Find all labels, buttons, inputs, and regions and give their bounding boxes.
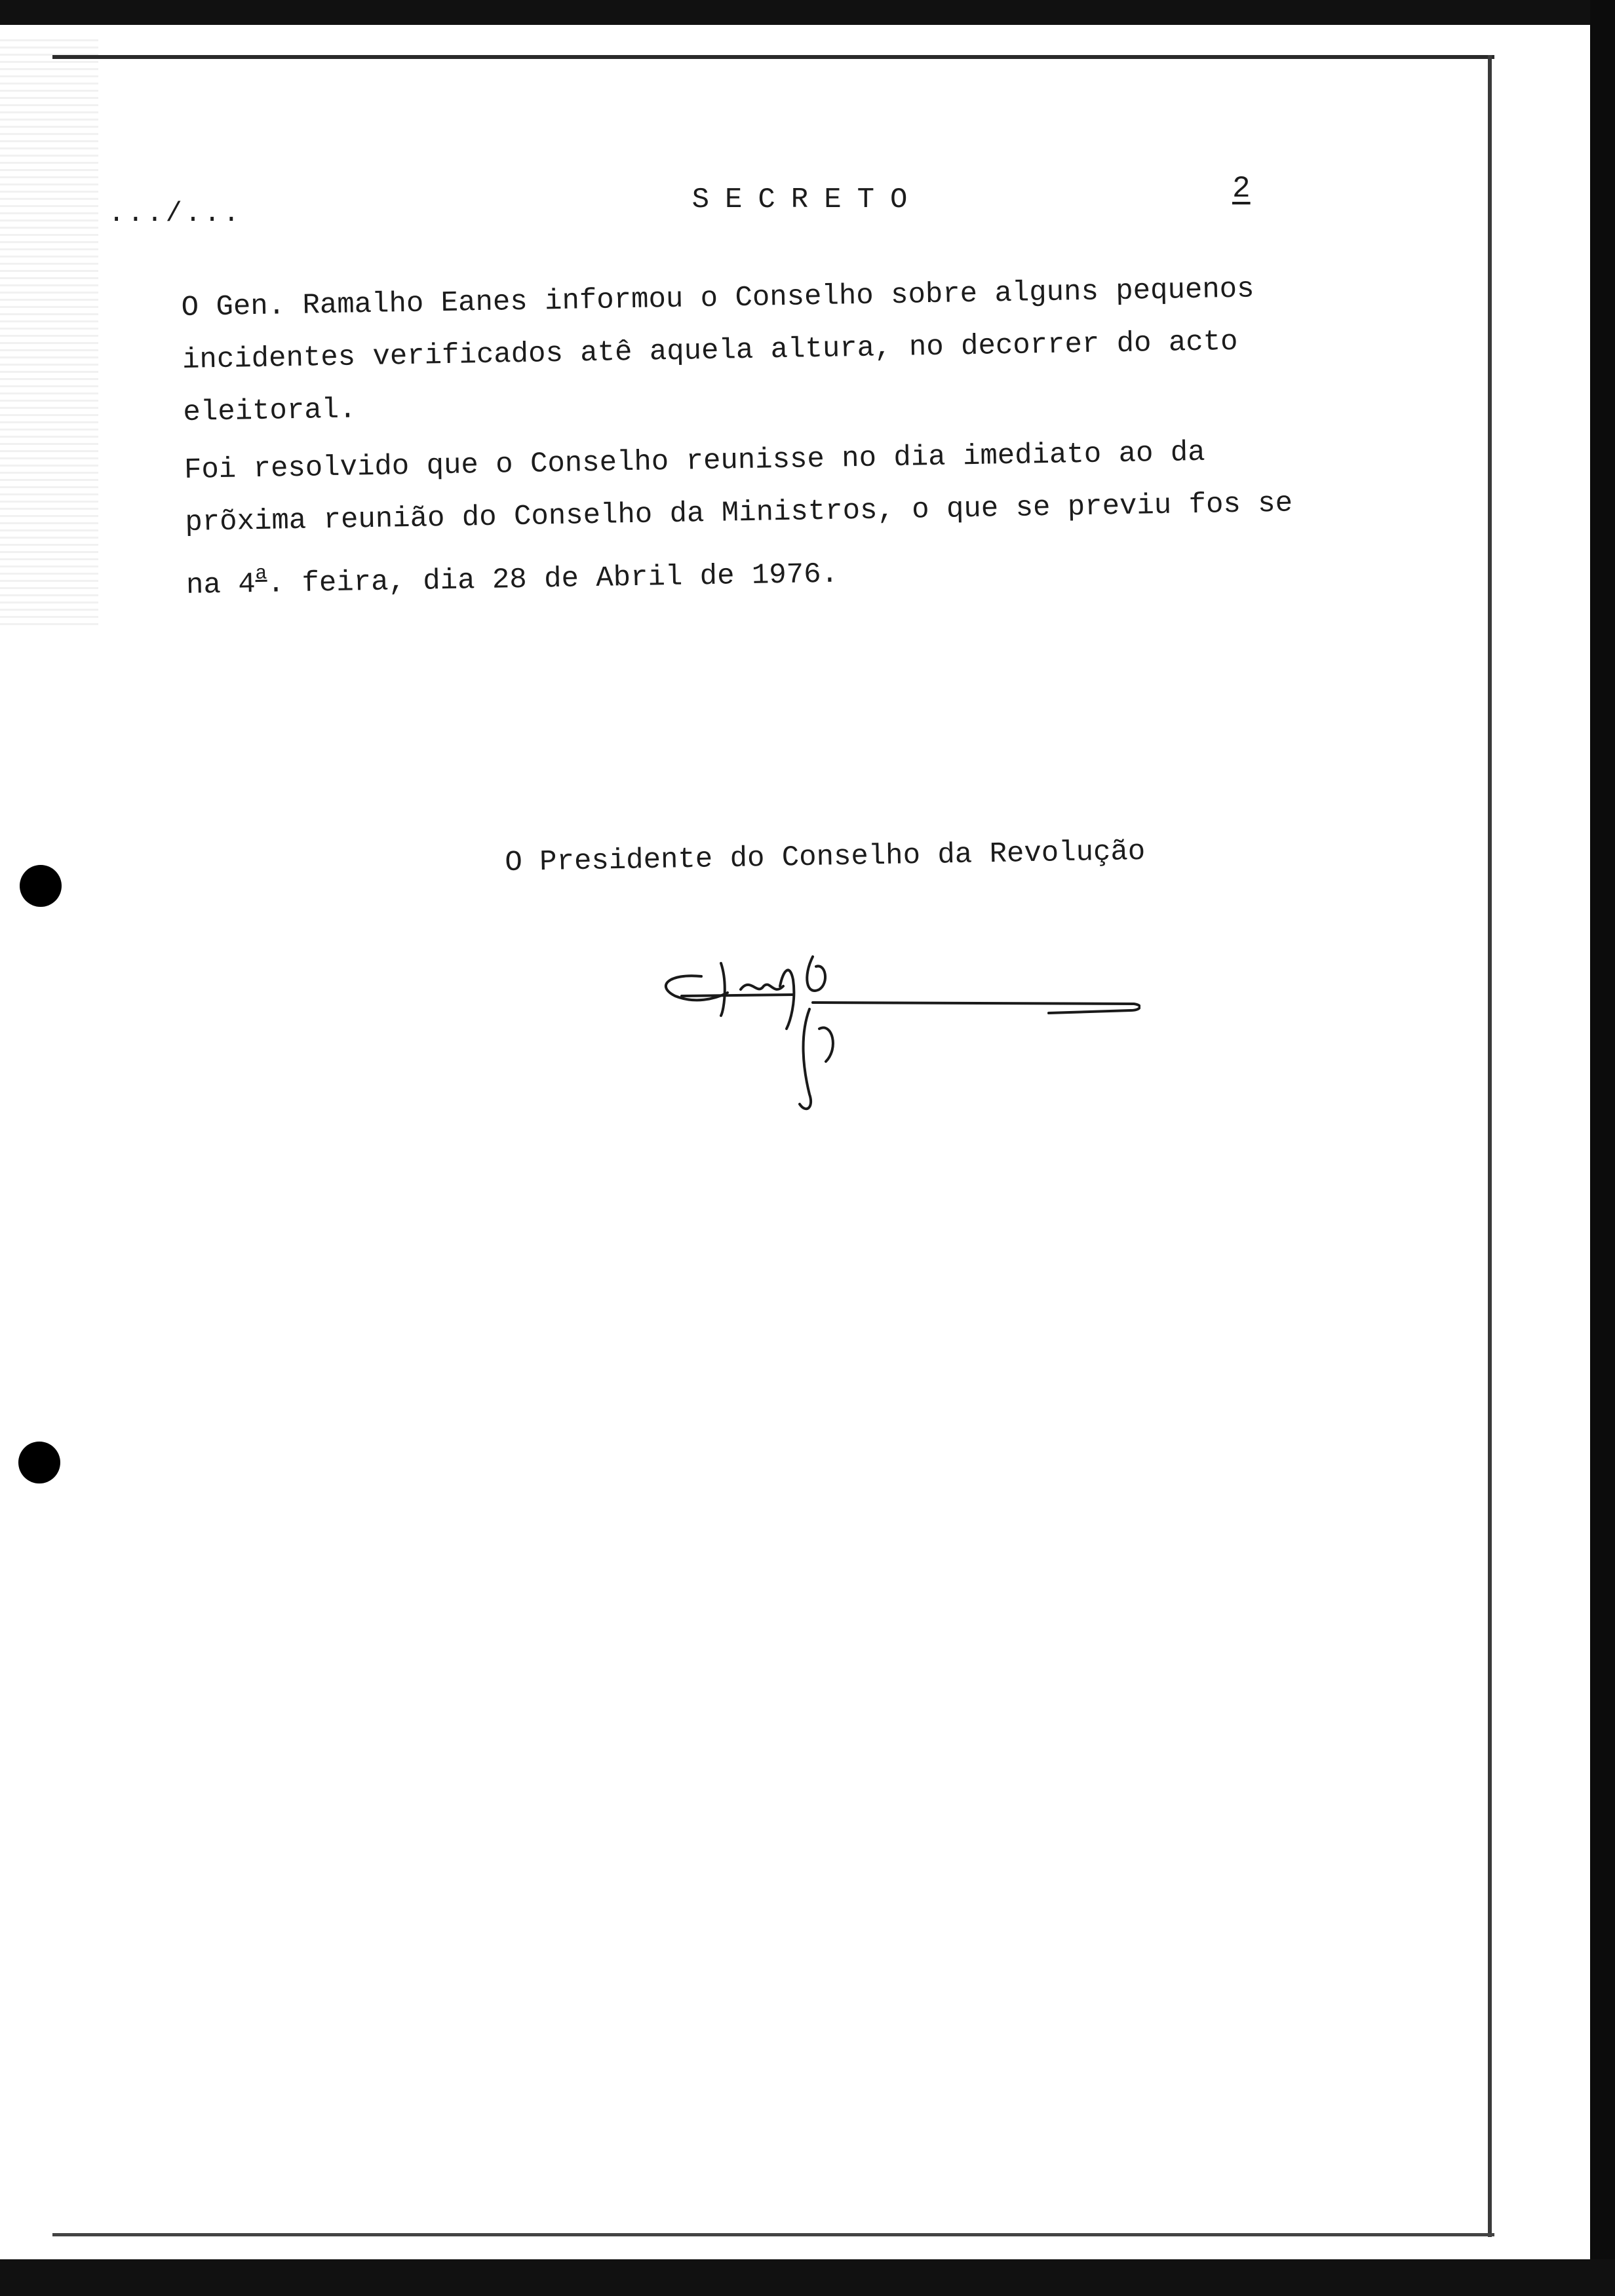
signature-label: O Presidente do Conselho da Revolução <box>505 835 1146 879</box>
punch-hole <box>18 1442 60 1483</box>
handwritten-signature <box>642 950 1140 1120</box>
document-body <box>181 261 1340 617</box>
paragraph: O Gen. Ramalho Eanes informou o Conselho sobre alguns pequenos incidentes verificados atê aquela altura, no decorrer do acto eleitoral. <box>181 273 1255 429</box>
scan-border-right <box>1590 0 1615 2296</box>
continuation-mark: .../... <box>108 198 243 229</box>
page-edge-bottom <box>52 2233 1494 2236</box>
page-edge-top <box>52 55 1494 59</box>
punch-hole <box>20 865 62 907</box>
page-edge-right <box>1488 55 1492 2237</box>
scan-border-top <box>0 0 1615 25</box>
paragraph-text: Foi resolvido que o Conselho reunisse no dia imediato ao da prõxima reunião do Conselho da Ministros, o que se previu fos se na 4 <box>184 436 1293 602</box>
scan-border-bottom <box>0 2259 1615 2296</box>
ordinal-superscript: a <box>255 562 267 586</box>
paragraph-text: . feira, dia 28 de Abril de 1976. <box>267 558 839 601</box>
page-number: 2 <box>1232 172 1251 206</box>
paragraph <box>184 424 1340 612</box>
classification-heading: SECRETO <box>691 183 924 216</box>
scan-noise <box>0 39 98 629</box>
